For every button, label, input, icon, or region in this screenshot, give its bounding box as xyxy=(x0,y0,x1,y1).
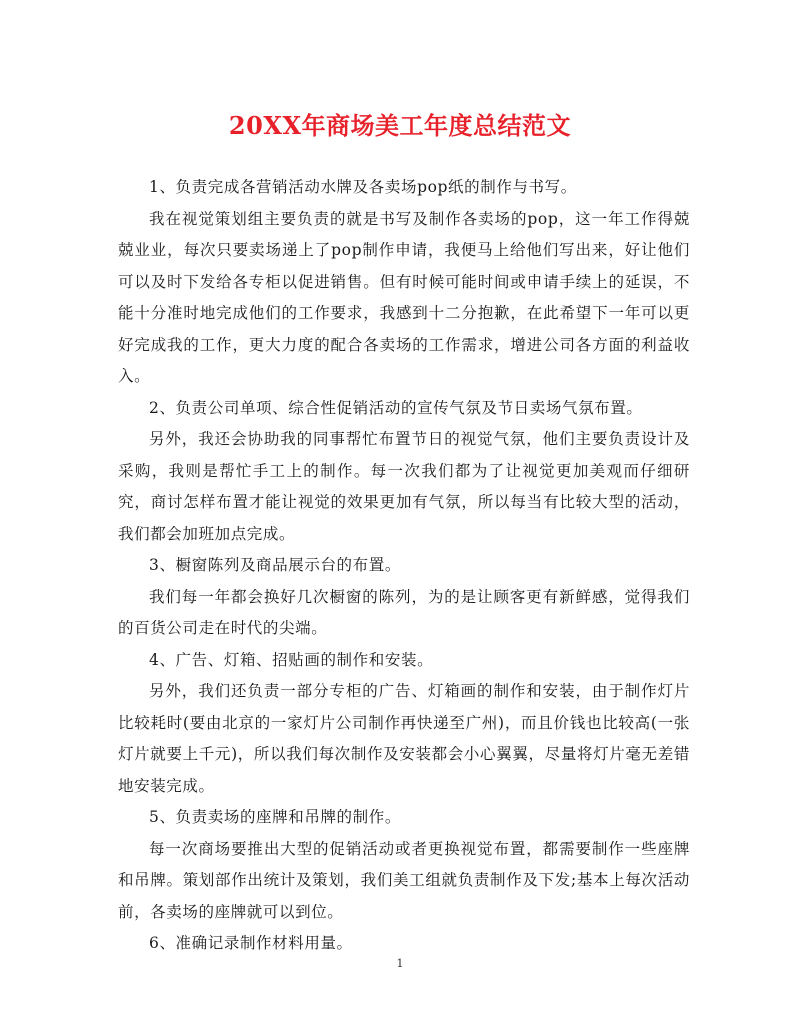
paragraph-4-body: 另外，我们还负责一部分专柜的广告、灯箱画的制作和安装，由于制作灯片比较耗时(要由北京的一家灯片公司制作再快递至广州)，而且价钱也比较高(一张灯片就要上千元)，所以我们每次制作及安装都会小心翼翼，尽量将灯片毫无差错地安装完成。 xyxy=(118,682,690,795)
paragraph-3-body: 我们每一年都会换好几次橱窗的陈列，为的是让顾客更有新鲜感，觉得我们的百货公司走在时代的尖端。 xyxy=(118,587,690,637)
paragraph-1-body: 我在视觉策划组主要负责的就是书写及制作各卖场的pop，这一年工作得兢兢业业，每次只要卖场递上了pop制作申请，我便马上给他们写出来，好让他们可以及时下发给各专柜以促进销售。但有时候可能时间或申请手续上的延误，不能十分准时地完成他们的工作要求，我感到十二分抱歉，在此希望下一年可以更好完成我的工作，更大力度的配合各卖场的工作需求，增进公司各方面的利益收入。 xyxy=(118,209,690,385)
paragraph-5-heading: 5、负责卖场的座牌和吊牌的制作。 xyxy=(149,808,401,826)
paragraph-5-body: 每一次商场要推出大型的促销活动或者更换视觉布置，都需要制作一些座牌和吊牌。策划部作出统计及策划，我们美工组就负责制作及下发;基本上每次活动前，各卖场的座牌就可以到位。 xyxy=(118,839,690,921)
page-number: 1 xyxy=(396,957,404,970)
paragraph-1-heading: 1、负责完成各营销活动水牌及各卖场pop纸的制作与书写。 xyxy=(149,178,577,196)
paragraph-2-body: 另外，我还会协助我的同事帮忙布置节日的视觉气氛，他们主要负责设计及采购，我则是帮忙手工上的制作。每一次我们都为了让视觉更加美观而仔细研究，商讨怎样布置才能让视觉的效果更加有气氛，所以每当有比较大型的活动，我们都会加班加点完成。 xyxy=(118,430,690,543)
paragraph-2-heading: 2、负责公司单项、综合性促销活动的宣传气氛及节日卖场气氛布置。 xyxy=(149,398,643,417)
document-title: 20XX年商场美工年度总结范文 xyxy=(228,111,572,140)
paragraph-3-heading: 3、橱窗陈列及商品展示台的布置。 xyxy=(149,556,401,574)
paragraph-6-heading: 6、准确记录制作材料用量。 xyxy=(149,934,353,952)
paragraph-4-heading: 4、广告、灯箱、招贴画的制作和安装。 xyxy=(149,650,434,669)
document-body xyxy=(118,172,690,960)
